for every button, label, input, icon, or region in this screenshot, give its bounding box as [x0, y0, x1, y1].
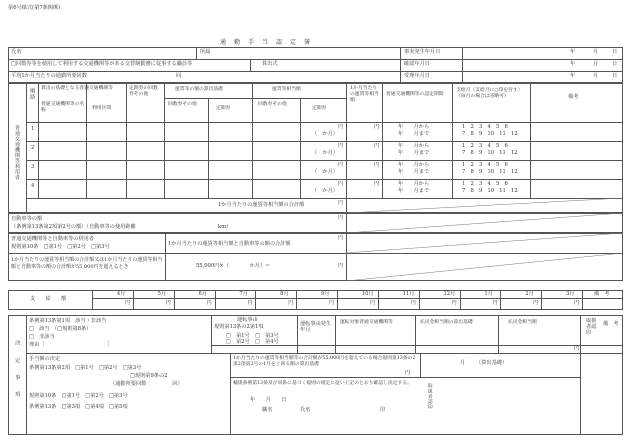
yen-unit: 円: [338, 162, 344, 168]
combined-yen-unit: 円: [338, 235, 344, 241]
period-from: 年 月から: [398, 124, 430, 130]
period-to: 年 月まで: [398, 150, 430, 156]
pay-month-yen: 円: [410, 300, 416, 306]
dept-label: 所属: [200, 49, 211, 55]
car-row-slash: [346, 213, 623, 233]
receive-ymd-y: 年: [570, 73, 576, 79]
pay-month-3: 6月: [198, 291, 207, 297]
pay-month-divider: [174, 290, 175, 310]
over-yen: 円: [405, 370, 411, 376]
months-a[interactable]: 1 2 3 4 5 6: [462, 124, 508, 130]
pay-month-yen: 円: [329, 300, 335, 306]
col-monthly: 1か月当たりの運賃等相当額: [350, 86, 379, 103]
yen-unit: 円: [338, 124, 344, 130]
decision-rule1: 条例第13条第1項 該当・非該当: [29, 318, 107, 324]
fire-date: 運転事由発生年月: [300, 321, 332, 334]
row-label: 順路: [29, 88, 36, 100]
method-avg: （通勤所要回数 回）: [110, 381, 183, 387]
car-sub: （条例第13条第2項第2号の額）（自動車等の使用距離: [11, 224, 136, 230]
pay-month-divider: [582, 290, 583, 310]
confirm-date: 年 月 日: [250, 397, 287, 403]
pay-month-5: 8月: [280, 291, 289, 297]
yen-unit: 円: [338, 181, 344, 187]
confirm-text: 輸規条例第13条及び同条に基づく規則の規定に従い上記のとおり確認し決定する。: [233, 381, 412, 386]
pay-month-10: 1月: [484, 291, 493, 297]
method-label: 手当額の決定: [29, 356, 61, 362]
decision-side: 決定事項: [14, 340, 21, 409]
person-label: 氏名: [300, 407, 311, 413]
months-b[interactable]: 7 8 9 10 11 12: [462, 169, 518, 175]
page-title: 通 勤 手 当 認 定 簿: [220, 39, 312, 46]
pay-month-yen: 円: [247, 300, 253, 306]
period-from: 年 月から: [398, 181, 430, 187]
pay-month-8: 11月: [402, 291, 415, 297]
yen-unit: 円: [338, 143, 344, 149]
pay-month-divider: [541, 290, 542, 310]
confirm-ymd-m: 月: [593, 61, 599, 67]
decision-remarks: 備 考: [603, 321, 619, 327]
pay-month-yen: 円: [206, 300, 212, 306]
total-yen-unit: 円: [338, 200, 344, 206]
pay-month-6: 9月: [321, 291, 330, 297]
method-rule10[interactable]: 規則第10条 □第1号 □第2号 □第3号: [29, 393, 128, 399]
combined-rule[interactable]: 規則第10条 □第1号 □第2号 □第3号: [11, 244, 110, 250]
kagetsu-label: （ か月）: [312, 150, 338, 156]
yen-unit: 円: [374, 143, 380, 149]
pay-month-yen: 円: [288, 300, 294, 306]
months-a[interactable]: 1 2 3 4 5 6: [462, 181, 508, 187]
pay-month-2: 5月: [157, 291, 167, 297]
pay-remarks: 備 考: [594, 291, 610, 297]
pay-month-divider: [337, 290, 338, 310]
period-from: 年 月から: [398, 162, 430, 168]
confirm-date-label: 確認年月日: [404, 61, 430, 67]
pay-month-divider: [500, 290, 501, 310]
form-id: 第6号様式(第7条関係): [8, 5, 61, 11]
decision-opt1[interactable]: □ 該当 （□規則第8条）: [29, 326, 92, 332]
col-fixed-count: 定期券の回数券その他: [129, 86, 158, 97]
col-fare-group: 運賃等の額の算出基礎: [175, 87, 223, 92]
subject: 運転対象普通交通機関等: [340, 320, 393, 325]
pay-month-divider: [419, 290, 420, 310]
col-name: 普通交通機関等の名称: [41, 102, 85, 113]
confirm-ymd-d: 日: [612, 61, 618, 67]
seal-label: 印: [380, 407, 386, 413]
col-teiki: 定期券: [216, 106, 231, 111]
pay-month-4: 7月: [239, 291, 248, 297]
side-label-ordinary: 普通交通機関等利用者: [14, 125, 20, 180]
pay-month-yen: 円: [574, 300, 580, 306]
combined-calc: 55,000円×（ か月）＝: [196, 263, 271, 269]
col-remarks: 備考: [568, 94, 579, 100]
pay-month-yen: 円: [533, 300, 539, 306]
combined-sum-label: 1か月当たりの運賃等相当額と自動車等の額の合計額: [168, 241, 291, 247]
period-from: 年 月から: [398, 143, 430, 149]
method-rule[interactable]: 条例第13条第2項 □第1号 □第2号 □第3号: [29, 365, 142, 371]
pay-month-11: 2月: [525, 291, 534, 297]
event-date-label: 事実発生年月日: [404, 49, 441, 55]
pay-month-yen: 円: [124, 300, 131, 306]
transfer-rule: 規則第13条の2第1項: [214, 324, 264, 330]
pay-month-divider: [215, 290, 216, 310]
col-section: 利用区間: [92, 106, 112, 111]
decision-opt2[interactable]: □ 非該当: [29, 334, 55, 340]
col-basis: 算出の基礎となる普通交通機関等: [41, 86, 113, 91]
method-rule13[interactable]: 条例第13条 □第3項 □第4項 □第5項: [29, 404, 128, 410]
receive-ymd-m: 月: [593, 73, 599, 79]
period-to: 年 月まで: [398, 188, 430, 194]
col-pay-month: 支給月（支給月に○印を付す）（毎月の場合は省略可）: [456, 88, 523, 100]
handler-seal-2: 取扱者認印: [426, 383, 432, 410]
receive-ymd-d: 日: [612, 73, 618, 79]
yen-unit: 円: [374, 124, 380, 130]
pay-month-divider: [133, 290, 134, 310]
combined-label: 普通交通機関等と自動車等の併用者: [11, 236, 95, 242]
months-b[interactable]: 7 8 9 10 11 12: [462, 188, 518, 194]
decision-reason: 理由［ ］: [29, 342, 113, 348]
months-b[interactable]: 7 8 9 10 11 12: [462, 150, 518, 156]
kagetsu-label: （ か月）: [312, 188, 338, 194]
row-number: 3: [31, 164, 35, 170]
period-to: 年 月まで: [398, 169, 430, 175]
calc-label: 算出式: [262, 61, 278, 67]
pay-month-yen: 円: [369, 300, 376, 306]
col-period: 普通交通機関等の認定期間: [386, 92, 444, 97]
months-a[interactable]: 1 2 3 4 5 6: [462, 162, 508, 168]
transfer-reason: 運転事由: [237, 317, 258, 323]
period-to: 年 月まで: [398, 131, 430, 137]
transfer-opts[interactable]: □ 第1号 □ 第3号: [226, 333, 279, 339]
event-ymd-y: 年: [570, 49, 576, 55]
commute-count-unit: 回: [176, 73, 182, 79]
pay-month-yen: 円: [492, 300, 498, 306]
car-yen-unit: 円: [338, 215, 344, 221]
pay-month-9: 12月: [443, 291, 456, 297]
transfer-opts2[interactable]: □ 第2号 □ 第4号: [226, 339, 279, 345]
confirm-ymd-y: 年: [570, 61, 576, 67]
month-col: 月: [460, 360, 466, 366]
row-number: 1: [31, 126, 35, 132]
receive-date-label: 受理年月日: [404, 73, 430, 79]
combined-over-label: 1か月当たりの運賃等相当額の合計額又は1か月当たりの運賃等相当額と自動車等の額の合計額が55,000円を超えるとき: [11, 257, 163, 270]
event-ymd-m: 月: [593, 49, 599, 55]
yen-unit: 円: [374, 181, 380, 187]
event-ymd-d: 日: [612, 49, 618, 55]
transport-checkbox-label[interactable]: □回数券等を使用して利用する交通機関等がある交替制勤務に従事する職員等: [11, 61, 193, 67]
handler-label: 取扱者認印: [586, 318, 597, 337]
total-row-slash: [346, 198, 623, 213]
calc-basis: （算出基礎）: [476, 360, 508, 366]
pay-month-divider: [296, 290, 297, 310]
kagetsu-label: （ か月）: [312, 131, 338, 137]
refund-yen: 円: [574, 346, 580, 352]
pay-month-yen: 円: [451, 300, 457, 306]
pay-month-1: 4月: [116, 291, 126, 297]
method-rule2[interactable]: □規則第9条の2: [130, 373, 168, 379]
yen-unit: 円: [374, 162, 380, 168]
car-label: 自動車等の額: [11, 216, 43, 222]
name-label: 氏名: [11, 49, 22, 55]
col-teiki2: 定期券: [312, 106, 327, 111]
refund-amount-label: 払戻金相当額: [508, 320, 537, 325]
pay-month-12: 3月: [566, 291, 575, 297]
monthly-total-label: 1か月当たりの運賃等相当額の合計額: [218, 202, 305, 208]
position-label: 職名: [262, 407, 273, 413]
months-a[interactable]: 1 2 3 4 5 6: [462, 143, 508, 149]
kagetsu-label: （ か月）: [312, 169, 338, 175]
pay-month-7: 10月: [361, 291, 374, 297]
col-fare-sum: 運賃等相当額: [272, 87, 301, 92]
combined-slash: [346, 233, 623, 281]
car-km: km）: [218, 224, 232, 230]
pay-month-yen: 円: [165, 300, 171, 306]
commute-count-label: 平均1か月当たりの通勤所要回数: [11, 73, 87, 79]
combined-calc-yen: 円: [338, 263, 344, 269]
pay-month-divider: [460, 290, 461, 310]
row-number: 2: [31, 145, 35, 151]
col-other2: 回数券その他: [258, 102, 287, 107]
pay-month-divider: [378, 290, 379, 310]
refund-basis: 払戻金相当額の算出基礎: [420, 320, 473, 325]
col-other: 回数券その他: [168, 102, 197, 107]
row-number: 4: [31, 183, 35, 189]
pay-label: 支 給 額: [30, 296, 67, 302]
pay-month-divider: [255, 290, 256, 310]
over-text: 1か月当たりの運賃等相当額等の合計額が55,000円を超えている場合規則第13条の2第2項第2号の1月を上回る額の算出基礎: [233, 356, 416, 368]
months-b[interactable]: 7 8 9 10 11 12: [462, 131, 518, 137]
